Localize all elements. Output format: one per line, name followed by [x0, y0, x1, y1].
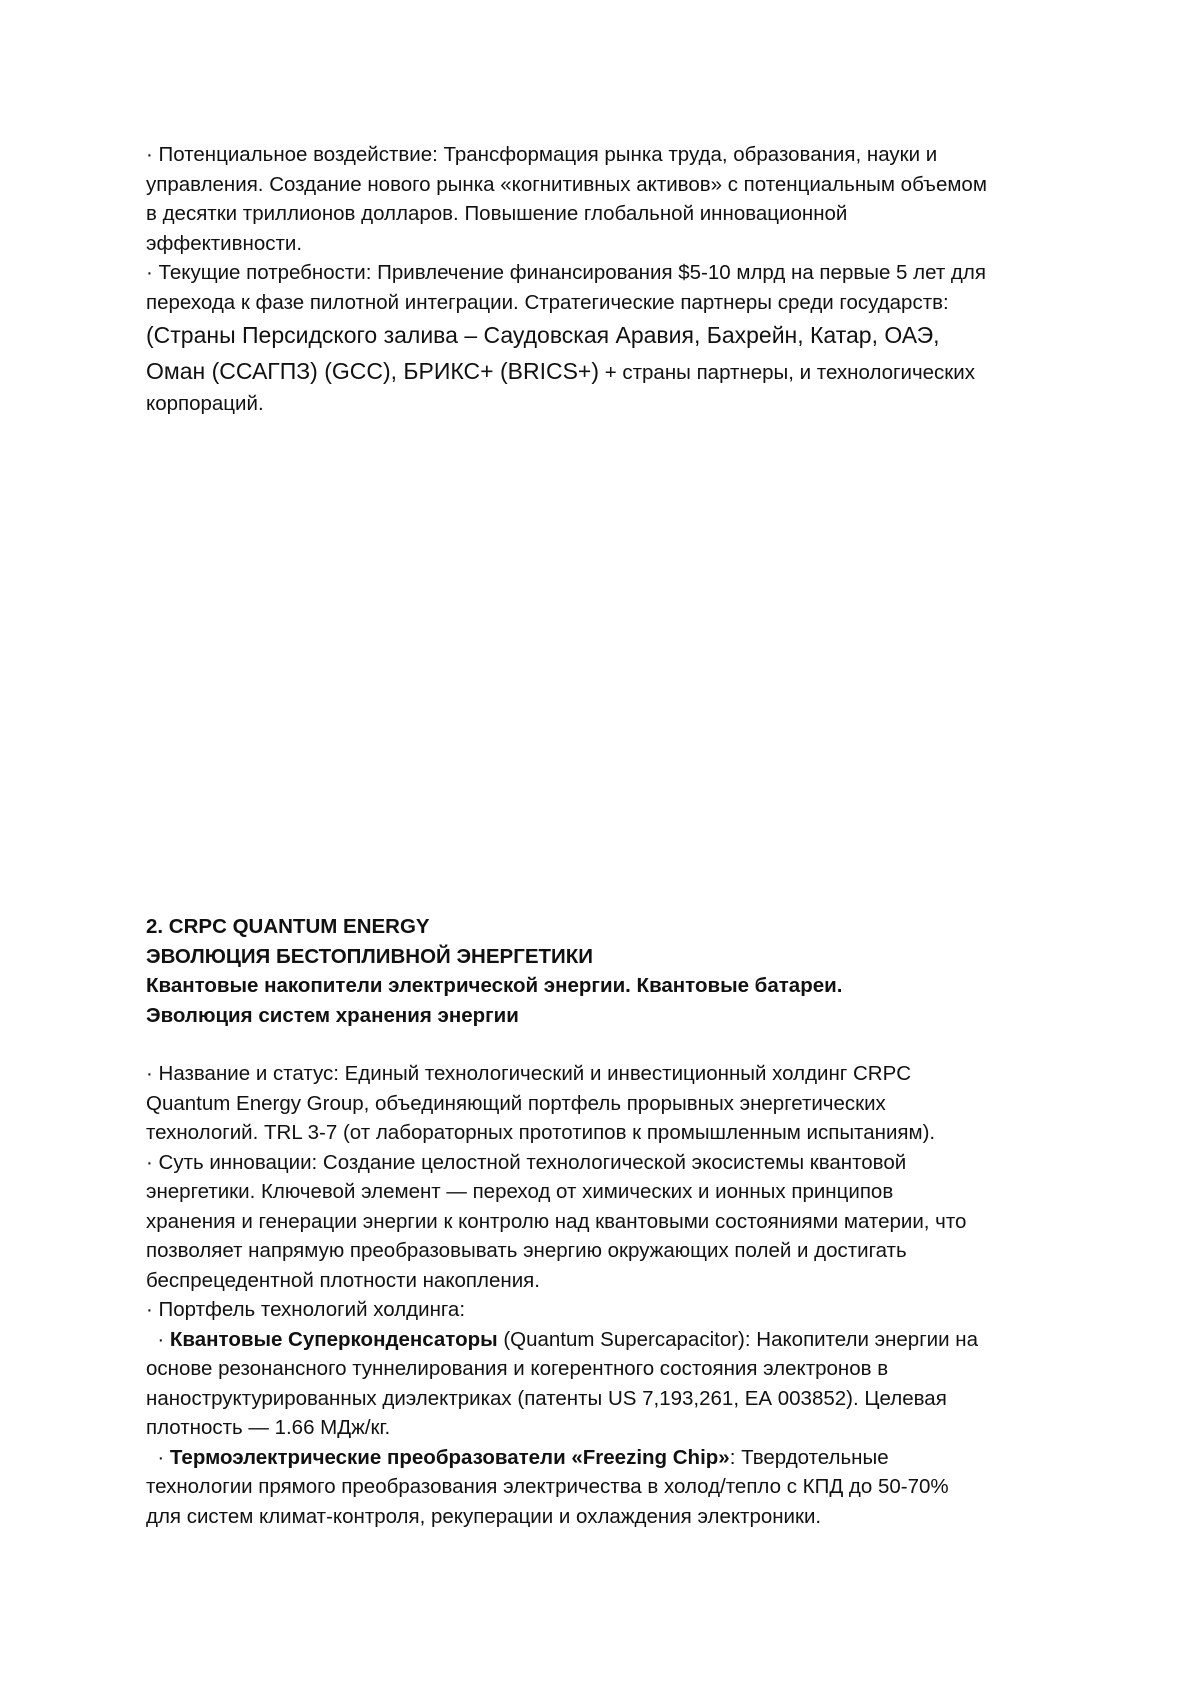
- name-line-3: технологий. TRL 3-7 (от лабораторных прототипов к промышленным испытаниям).: [146, 1121, 936, 1144]
- section-title-3: Квантовые накопители электрической энергии. Квантовые батареи.: [146, 974, 843, 997]
- item1-title: Квантовые Суперконденсаторы: [169, 1327, 498, 1351]
- needs-line-3: (Страны Персидского залива – Саудовская Аравия, Бахрейн, Катар, ОАЭ,: [146, 322, 940, 348]
- needs-line-2: перехода к фазе пилотной интеграции. Стратегические партнеры среди государств:: [146, 290, 949, 314]
- item2-bullet: ·: [146, 1445, 170, 1469]
- needs-line-4: [146, 353, 1066, 389]
- needs-line-4-big: Оман (ССАГПЗ) (GCC), БРИКС+ (BRICS+): [146, 358, 600, 384]
- impact-line-2: управления. Создание нового рынка «когнитивных активов» с потенциальным объемом: [146, 172, 987, 196]
- essence-line-1: · Суть инновации: Создание целостной технологической экосистемы квантовой: [146, 1150, 907, 1174]
- essence-line-4: позволяет напрямую преобразовывать энергию окружающих полей и достигать: [146, 1239, 907, 1262]
- section-title-4: Эволюция систем хранения энергии: [146, 1003, 519, 1027]
- name-line-2: Quantum Energy Group, объединяющий портфель прорывных энергетических: [146, 1091, 886, 1115]
- item2-line-2: технологии прямого преобразования электричества в холод/тепло с КПД до 50-70%: [146, 1475, 949, 1498]
- essence-line-2: энергетики. Ключевой элемент — переход от химических и ионных принципов: [146, 1180, 894, 1203]
- essence-line-3: хранения и генерации энергии к контролю над квантовыми состояниями материи, что: [146, 1209, 967, 1233]
- impact-line-3: в десятки триллионов долларов. Повышение глобальной инновационной: [146, 202, 848, 225]
- section-crpc-quantum-energy: [146, 912, 1066, 1531]
- item1-line-4: плотность — 1.66 МДж/кг.: [146, 1416, 391, 1439]
- needs-line-1: · Текущие потребности: Привлечение финансирования $5-10 млрд на первые 5 лет для: [146, 261, 986, 284]
- item2-line-3: для систем климат-контроля, рекуперации и охлаждения электроники.: [146, 1504, 822, 1528]
- section-title-1: 2. CRPC QUANTUM ENERGY: [146, 915, 430, 938]
- item2-title: Термоэлектрические преобразователи «Freezing Chip»: [169, 1445, 730, 1469]
- item1-line-3: наноструктурированных диэлектриках (патенты US 7,193,261, ЕА 003852). Целевая: [146, 1386, 947, 1410]
- impact-line-4: эффективности.: [146, 231, 303, 255]
- impact-line-1: · Потенциальное воздействие: Трансформация рынка труда, образования, науки и: [146, 143, 938, 166]
- item1-line-1: [146, 1325, 1066, 1355]
- needs-line-5: корпораций.: [146, 392, 264, 415]
- needs-line-4-rest: + страны партнеры, и технологических: [599, 361, 975, 384]
- name-line-1: · Название и статус: Единый технологический и инвестиционный холдинг CRPC: [146, 1062, 912, 1085]
- item1-rest: (Quantum Supercapacitor): Накопители энергии на: [497, 1327, 978, 1351]
- spacer: [146, 1030, 1066, 1059]
- item1-line-2: основе резонансного туннелирования и когерентного состояния электронов в: [146, 1357, 889, 1380]
- item1-bullet: ·: [146, 1327, 170, 1351]
- item2-rest: : Твердотельные: [729, 1445, 889, 1469]
- item2-line-1: [146, 1443, 1066, 1473]
- section-impact-needs: [146, 140, 1066, 419]
- section-title-2: ЭВОЛЮЦИЯ БЕСТОПЛИВНОЙ ЭНЕРГЕТИКИ: [146, 944, 594, 968]
- portfolio-line: · Портфель технологий холдинга:: [146, 1298, 466, 1321]
- essence-line-5: беспрецедентной плотности накопления.: [146, 1268, 540, 1292]
